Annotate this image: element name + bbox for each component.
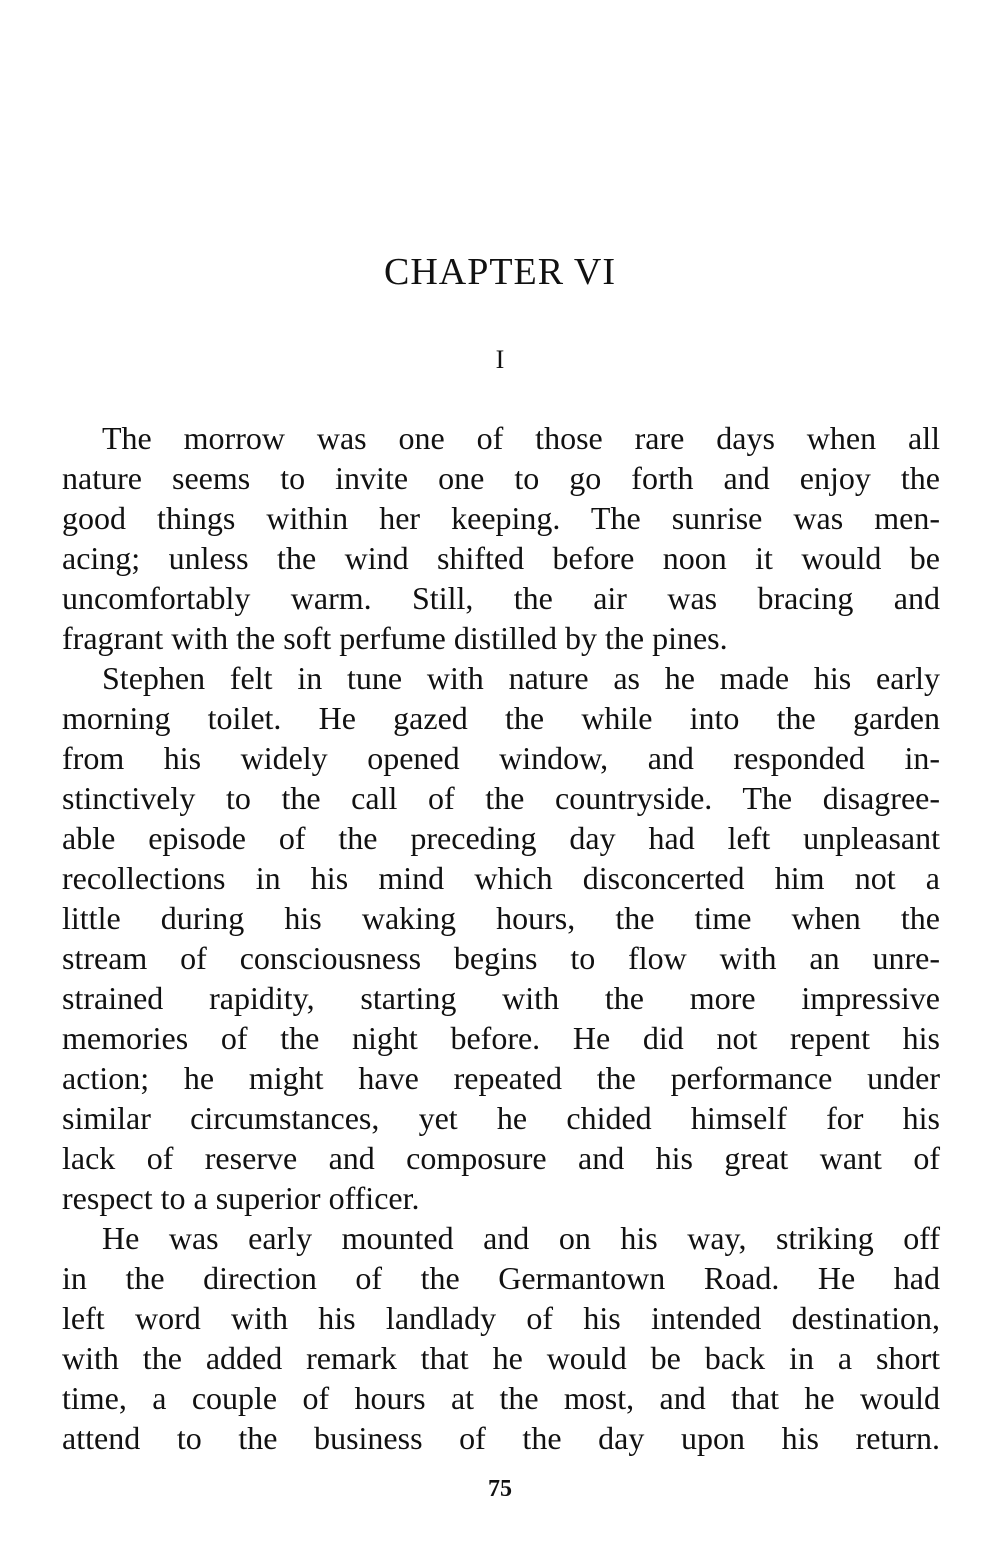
text-line: memories of the night before. He did not repent his [62, 1020, 940, 1056]
text-line: uncomfortably warm. Still, the air was bracing and [62, 580, 940, 616]
text-line: fragrant with the soft perfume distilled by the pines. [62, 620, 728, 656]
text-line: left word with his landlady of his intended destination, [62, 1300, 940, 1336]
text-line: in the direction of the Germantown Road. He had [62, 1260, 940, 1296]
text-line: strained rapidity, starting with the more impressive [62, 980, 940, 1016]
text-line: lack of reserve and composure and his great want of [62, 1140, 940, 1176]
text-line: from his widely opened window, and responded in- [62, 740, 940, 776]
text-line: good things within her keeping. The sunrise was men- [62, 500, 940, 536]
paragraph-3 [62, 1218, 940, 1458]
text-line: stinctively to the call of the countryside. The disagree- [62, 780, 940, 816]
text-line: similar circumstances, yet he chided himself for his [62, 1100, 940, 1136]
text-line: recollections in his mind which disconcerted him not a [62, 860, 940, 896]
text-line: nature seems to invite one to go forth and enjoy the [62, 460, 940, 496]
chapter-body [62, 418, 940, 1458]
paragraph-1 [62, 418, 940, 658]
page-number: 75 [488, 1476, 512, 1502]
text-line: action; he might have repeated the performance under [62, 1060, 940, 1096]
text-line: He was early mounted and on his way, striking off [102, 1220, 940, 1256]
text-line: morning toilet. He gazed the while into the garden [62, 700, 940, 736]
text-line: stream of consciousness begins to flow with an unre- [62, 940, 940, 976]
text-line: time, a couple of hours at the most, and that he would [62, 1380, 940, 1416]
text-line: respect to a superior officer. [62, 1180, 420, 1216]
text-line: little during his waking hours, the time when the [62, 900, 940, 936]
text-line: able episode of the preceding day had left unpleasant [62, 820, 940, 856]
section-number: I [495, 345, 505, 374]
chapter-title: CHAPTER VI [383, 251, 617, 293]
text-line: Stephen felt in tune with nature as he made his early [102, 660, 940, 696]
paragraph-2 [62, 658, 940, 1218]
text-line: The morrow was one of those rare days when all [102, 420, 940, 456]
text-line: with the added remark that he would be back in a short [62, 1340, 940, 1376]
text-line: attend to the business of the day upon his return. [62, 1420, 940, 1456]
text-line: acing; unless the wind shifted before noon it would be [62, 540, 940, 576]
